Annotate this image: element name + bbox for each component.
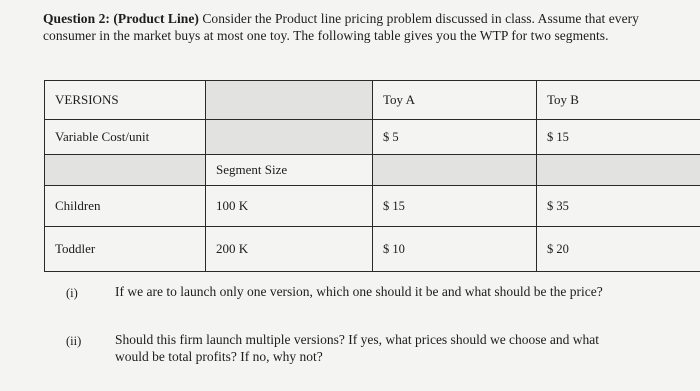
table-cell: $ 20 [537, 227, 700, 272]
table-cell: Children [45, 186, 206, 227]
table-cell: $ 10 [373, 227, 537, 272]
subquestion-number: (i) [66, 286, 78, 300]
table-header-row [45, 81, 700, 120]
table-cell: $ 15 [537, 120, 700, 155]
table-row [45, 120, 700, 155]
table-cell: 100 K [206, 186, 373, 227]
table-cell: Variable Cost/unit [45, 120, 206, 155]
table-cell: $ 35 [537, 186, 700, 227]
table-cell [373, 155, 537, 186]
table-cell: Toddler [45, 227, 206, 272]
table-cell: VERSIONS [45, 81, 206, 120]
table-cell [206, 81, 373, 120]
wtp-table [44, 80, 697, 272]
table-row [45, 227, 700, 272]
table-cell: Toy A [373, 81, 537, 120]
table-cell: Toy B [537, 81, 700, 120]
question-label: Question 2: (Product Line) [43, 11, 199, 26]
subquestion-text: Should this firm launch multiple versions? If yes, what prices should we choose and what would be total profits? If no, why not? [115, 332, 600, 364]
table-cell: $ 15 [373, 186, 537, 227]
subquestion-text: If we are to launch only one version, which one should it be and what should be the price? [115, 284, 603, 299]
table-row [45, 186, 700, 227]
table-cell [45, 155, 206, 186]
question-text [43, 10, 643, 44]
table-cell [206, 120, 373, 155]
question-body: Consider the Product line pricing problem discussed in class. Assume that every consumer in the market buys at most one toy. The following table gives you the WTP for two segments. [43, 11, 639, 43]
table-cell: Segment Size [206, 155, 373, 186]
table-row [45, 155, 700, 186]
table-cell: $ 5 [373, 120, 537, 155]
table-cell: 200 K [206, 227, 373, 272]
subquestion-number: (ii) [66, 334, 82, 348]
table-cell [537, 155, 700, 186]
